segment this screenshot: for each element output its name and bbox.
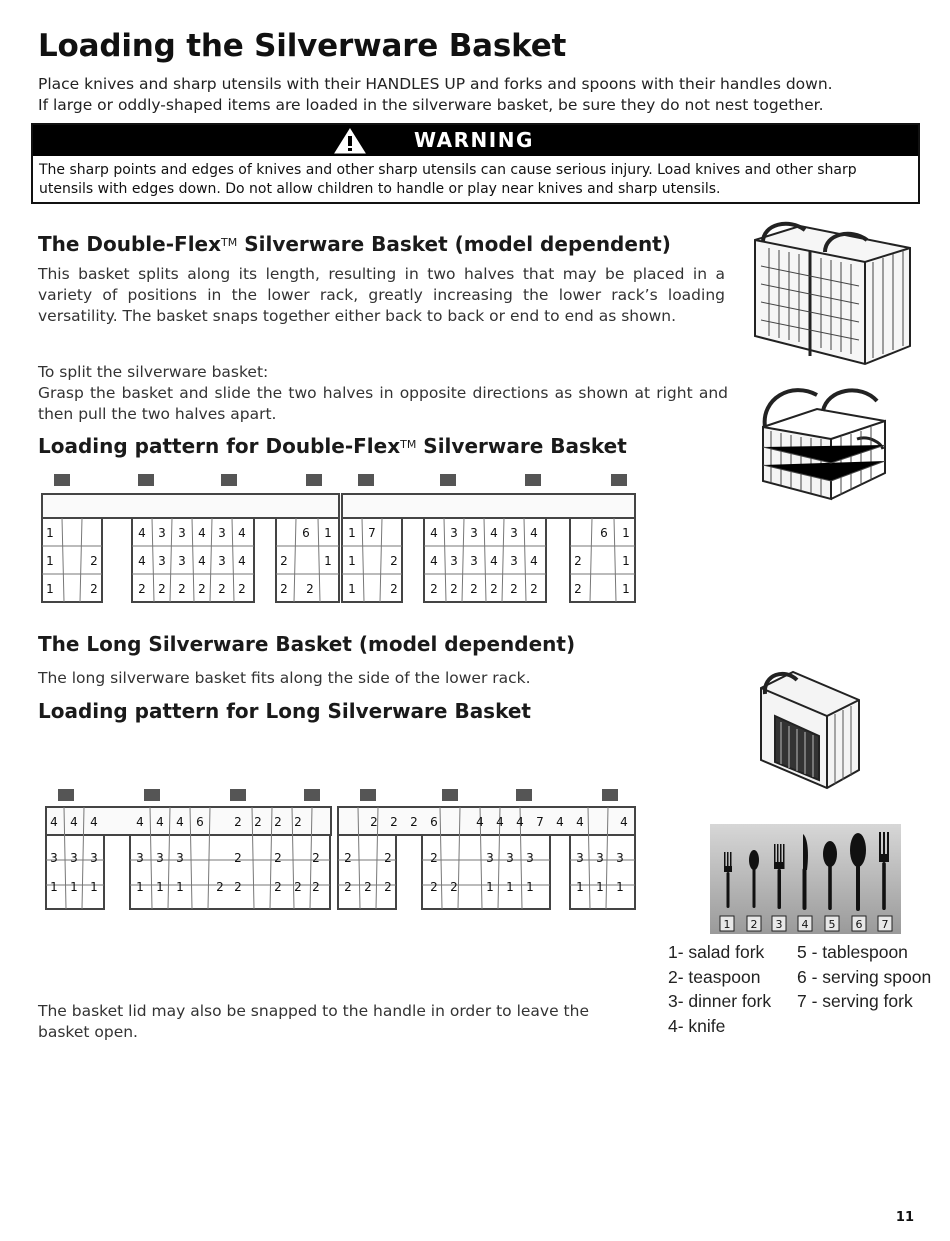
long-basket-cell-label: 3 — [526, 851, 534, 865]
double-flex-cell-label: 1 — [348, 554, 356, 568]
intro-line-2: If large or oddly-shaped items are loaded in the silverware basket, be sure they do not nest together. — [38, 96, 824, 114]
long-basket-heading: The Long Silverware Basket (model dependent) — [38, 632, 576, 656]
long-basket-cell-label: 1 — [136, 880, 144, 894]
long-basket-cell-label: 1 — [176, 880, 184, 894]
utensil-legend — [668, 940, 943, 1040]
long-basket-cell-label: 4 — [50, 815, 58, 829]
double-flex-cell-label: 2 — [90, 582, 98, 596]
long-basket-pattern-heading: Loading pattern for Long Silverware Basket — [38, 699, 531, 723]
double-flex-cell-label: 6 — [600, 526, 608, 540]
utensil-number: 4 — [801, 918, 809, 931]
long-basket-cell-label: 7 — [536, 815, 544, 829]
long-basket-cell-label: 2 — [344, 880, 352, 894]
double-flex-cell-label: 3 — [158, 526, 166, 540]
long-basket-cell-label: 3 — [136, 851, 144, 865]
long-basket-cell-label: 6 — [430, 815, 438, 829]
long-basket-cell-label: 4 — [70, 815, 78, 829]
double-flex-cell-label: 2 — [574, 582, 582, 596]
double-flex-description: This basket splits along its length, resulting in two halves that may be placed in a variety of positions in the lower rack, greatly increasing the lower rack’s loading versatility. The basket snaps together either back to back or end to end as shown. — [38, 265, 725, 325]
double-flex-cell-label: 1 — [622, 582, 630, 596]
long-basket-cell-label: 2 — [410, 815, 418, 829]
long-basket-cell-label: 4 — [156, 815, 164, 829]
double-flex-cell-label: 6 — [302, 526, 310, 540]
long-basket-cell-label: 2 — [274, 851, 282, 865]
utensil-number: 5 — [828, 918, 836, 931]
double-flex-cell-label: 4 — [198, 554, 206, 568]
long-basket-cell-label: 3 — [156, 851, 164, 865]
double-flex-loading-pattern-diagram — [38, 470, 638, 612]
long-basket-cell-label: 3 — [50, 851, 58, 865]
long-basket-cell-label: 4 — [90, 815, 98, 829]
double-flex-cell-label: 2 — [470, 582, 478, 596]
double-flex-cell-label: 2 — [450, 582, 458, 596]
long-basket-cell-label: 2 — [274, 880, 282, 894]
utensil-number: 2 — [750, 918, 758, 931]
double-flex-cell-label: 3 — [178, 554, 186, 568]
long-basket-cell-label: 4 — [576, 815, 584, 829]
long-basket-cell-label: 3 — [90, 851, 98, 865]
long-basket-illustration — [755, 666, 865, 791]
double-flex-cell-label: 1 — [348, 582, 356, 596]
long-basket-cell-label: 2 — [312, 851, 320, 865]
long-basket-cell-label: 4 — [176, 815, 184, 829]
double-flex-cell-label: 4 — [138, 526, 146, 540]
double-flex-cell-label: 2 — [90, 554, 98, 568]
double-flex-cell-label: 2 — [238, 582, 246, 596]
long-basket-cell-label: 2 — [234, 880, 242, 894]
long-basket-cell-label: 2 — [274, 815, 282, 829]
long-basket-cell-label: 1 — [576, 880, 584, 894]
long-basket-cell-label: 4 — [620, 815, 628, 829]
double-flex-cell-label: 3 — [510, 526, 518, 540]
double-flex-cell-label: 1 — [46, 526, 54, 540]
utensil-reference-image — [710, 824, 901, 934]
double-flex-basket-split-illustration — [757, 377, 897, 502]
long-basket-cell-label: 1 — [616, 880, 624, 894]
long-basket-cell-label: 1 — [486, 880, 494, 894]
long-basket-cell-label: 3 — [70, 851, 78, 865]
double-flex-cell-label: 4 — [238, 554, 246, 568]
double-flex-cell-label: 4 — [430, 554, 438, 568]
double-flex-cell-label: 2 — [306, 582, 314, 596]
long-basket-cell-label: 2 — [216, 880, 224, 894]
warning-title: WARNING — [414, 128, 534, 152]
legend-knife: 4- knife — [668, 1015, 726, 1036]
double-flex-cell-label: 2 — [390, 582, 398, 596]
warning-triangle-icon — [333, 127, 367, 155]
double-flex-cell-label: 2 — [158, 582, 166, 596]
long-basket-cell-label: 2 — [234, 851, 242, 865]
double-flex-cell-label: 1 — [622, 526, 630, 540]
utensil-number: 1 — [723, 918, 731, 931]
double-flex-cell-label: 2 — [510, 582, 518, 596]
long-basket-cell-label: 2 — [294, 815, 302, 829]
long-basket-cell-label: 2 — [344, 851, 352, 865]
double-flex-cell-label: 4 — [490, 554, 498, 568]
intro-line-1: Place knives and sharp utensils with their HANDLES UP and forks and spoons with their handles down. — [38, 75, 833, 93]
long-basket-cell-label: 2 — [384, 851, 392, 865]
legend-teaspoon: 2- teaspoon — [668, 966, 761, 987]
long-basket-cell-label: 2 — [312, 880, 320, 894]
double-flex-cell-label: 2 — [490, 582, 498, 596]
legend-tablespoon: 5 - tablespoon — [797, 942, 908, 962]
split-instructions-text: Grasp the basket and slide the two halves in opposite directions as shown at right and then pull the two halves apart. — [38, 384, 728, 423]
double-flex-cell-label: 1 — [324, 554, 332, 568]
legend-serving-spoon: 6 - serving spoon — [797, 966, 932, 987]
double-flex-cell-label: 2 — [198, 582, 206, 596]
split-instructions-label: To split the silverware basket: — [38, 363, 269, 381]
double-flex-cell-label: 3 — [450, 526, 458, 540]
page-title: Loading the Silverware Basket — [38, 28, 567, 64]
double-flex-cell-label: 2 — [280, 582, 288, 596]
long-basket-cell-label: 1 — [526, 880, 534, 894]
long-basket-loading-pattern-diagram — [42, 785, 647, 917]
double-flex-cell-label: 4 — [138, 554, 146, 568]
double-flex-cell-label: 4 — [238, 526, 246, 540]
double-flex-cell-label: 1 — [46, 582, 54, 596]
intro-text — [38, 74, 918, 116]
page-number: 11 — [895, 1210, 914, 1225]
long-basket-cell-label: 4 — [556, 815, 564, 829]
long-basket-cell-label: 3 — [176, 851, 184, 865]
legend-salad-fork: 1- salad fork — [668, 942, 765, 962]
long-basket-cell-label: 3 — [596, 851, 604, 865]
double-flex-cell-label: 3 — [158, 554, 166, 568]
long-basket-cell-label: 2 — [294, 880, 302, 894]
double-flex-cell-label: 2 — [530, 582, 538, 596]
long-basket-cell-label: 4 — [516, 815, 524, 829]
double-flex-cell-label: 4 — [490, 526, 498, 540]
double-flex-cell-label: 2 — [574, 554, 582, 568]
double-flex-cell-label: 4 — [530, 526, 538, 540]
double-flex-cell-label: 1 — [324, 526, 332, 540]
double-flex-cell-label: 3 — [510, 554, 518, 568]
long-basket-cell-label: 2 — [234, 815, 242, 829]
lid-note: The basket lid may also be snapped to the handle in order to leave the basket open. — [38, 1002, 589, 1041]
long-basket-cell-label: 3 — [616, 851, 624, 865]
long-basket-cell-label: 1 — [70, 880, 78, 894]
double-flex-cell-label: 2 — [390, 554, 398, 568]
long-basket-cell-label: 2 — [370, 815, 378, 829]
long-basket-cell-label: 3 — [506, 851, 514, 865]
warning-text: The sharp points and edges of knives and other sharp utensils can cause serious injury. Load knives and other sharp utensils with edges down. Do not allow children to handle or play near knives and sharp utensils. — [39, 162, 857, 197]
legend-serving-fork: 7 - serving fork — [797, 991, 913, 1011]
long-basket-cell-label: 1 — [506, 880, 514, 894]
utensil-number: 3 — [775, 918, 783, 931]
long-basket-cell-label: 3 — [576, 851, 584, 865]
double-flex-cell-label: 3 — [218, 554, 226, 568]
long-basket-cell-label: 1 — [90, 880, 98, 894]
long-basket-cell-label: 2 — [254, 815, 262, 829]
double-flex-cell-label: 2 — [178, 582, 186, 596]
long-basket-cell-label: 1 — [156, 880, 164, 894]
double-flex-heading: The Double-Flex™ Silverware Basket (model dependent) — [38, 232, 671, 256]
long-basket-cell-label: 2 — [430, 851, 438, 865]
long-basket-description: The long silverware basket fits along the side of the lower rack. — [38, 669, 531, 687]
utensil-number: 6 — [855, 918, 863, 931]
double-flex-cell-label: 2 — [218, 582, 226, 596]
double-flex-cell-label: 4 — [530, 554, 538, 568]
double-flex-cell-label: 2 — [138, 582, 146, 596]
double-flex-cell-label: 3 — [470, 554, 478, 568]
double-flex-pattern-heading: Loading pattern for Double-Flex™ Silverware Basket — [38, 434, 627, 458]
double-flex-cell-label: 1 — [348, 526, 356, 540]
double-flex-cell-label: 2 — [280, 554, 288, 568]
long-basket-cell-label: 3 — [486, 851, 494, 865]
double-flex-cell-label: 3 — [470, 526, 478, 540]
double-flex-cell-label: 1 — [46, 554, 54, 568]
double-flex-cell-label: 1 — [622, 554, 630, 568]
double-flex-cell-label: 4 — [430, 526, 438, 540]
long-basket-cell-label: 1 — [50, 880, 58, 894]
double-flex-basket-combined-illustration — [745, 218, 915, 368]
long-basket-cell-label: 2 — [450, 880, 458, 894]
long-basket-cell-label: 4 — [476, 815, 484, 829]
double-flex-cell-label: 3 — [218, 526, 226, 540]
warning-header — [33, 125, 918, 156]
long-basket-cell-label: 6 — [196, 815, 204, 829]
long-basket-cell-label: 2 — [390, 815, 398, 829]
long-basket-cell-label: 1 — [596, 880, 604, 894]
double-flex-cell-label: 2 — [430, 582, 438, 596]
split-instructions — [38, 362, 728, 425]
double-flex-cell-label: 4 — [198, 526, 206, 540]
long-basket-cell-label: 4 — [136, 815, 144, 829]
utensil-number: 7 — [881, 918, 889, 931]
legend-dinner-fork: 3- dinner fork — [668, 991, 772, 1011]
long-basket-cell-label: 2 — [364, 880, 372, 894]
double-flex-cell-label: 3 — [178, 526, 186, 540]
long-basket-cell-label: 4 — [496, 815, 504, 829]
warning-box — [31, 123, 920, 204]
double-flex-cell-label: 3 — [450, 554, 458, 568]
double-flex-cell-label: 7 — [368, 526, 376, 540]
long-basket-cell-label: 2 — [384, 880, 392, 894]
long-basket-cell-label: 2 — [430, 880, 438, 894]
